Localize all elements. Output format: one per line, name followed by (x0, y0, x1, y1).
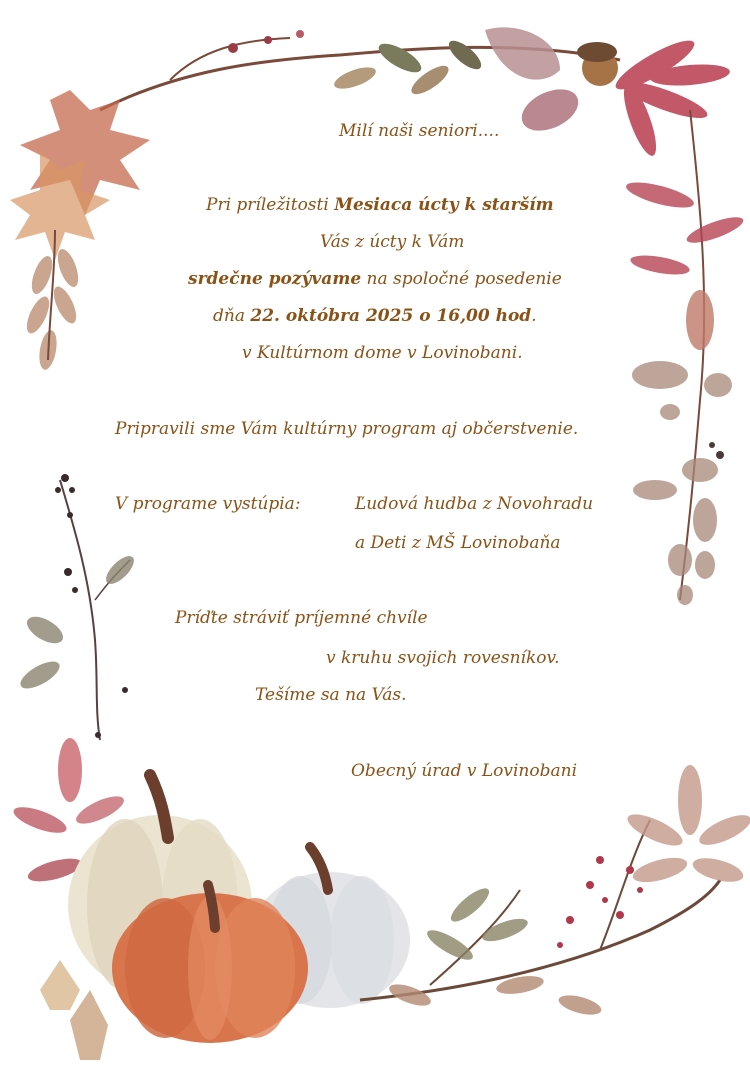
top-left-maple-leaves (10, 90, 150, 371)
performer-item: a Deti z MŠ Lovinobaňa (355, 533, 561, 553)
invitation-line-occasion (206, 194, 554, 216)
invitation-line-venue: v Kultúrnom dome v Lovinobani. (242, 343, 523, 363)
invitation-line-invite (188, 268, 562, 290)
closing-line-1: Príďte stráviť príjemné chvíle (175, 608, 428, 628)
invitation-line-respect: Vás z úcty k Vám (320, 232, 465, 252)
invite-suffix: na spoločné posedenie (361, 269, 562, 289)
program-note: Pripravili sme Vám kultúrny program aj občerstvenie. (115, 419, 579, 439)
performer-item: Ľudová hudba z Novohradu (355, 494, 594, 514)
greeting: Milí naši seniori.... (339, 121, 500, 141)
closing-line-3: Tešíme sa na Vás. (255, 685, 407, 705)
occasion-prefix: Pri príležitosti (206, 195, 335, 215)
performers-label: V programe vystúpia: (115, 494, 301, 514)
date-suffix: . (531, 306, 537, 326)
invite-emphasis: srdečne pozývame (188, 269, 362, 289)
signature: Obecný úrad v Lovinobani (351, 761, 578, 781)
right-side-vine (624, 110, 746, 605)
closing-line-2: v kruhu svojich rovesníkov. (326, 648, 560, 668)
occasion-name: Mesiaca úcty k starším (334, 195, 554, 215)
date-prefix: dňa (213, 306, 251, 326)
pumpkins-illustration (68, 775, 410, 1043)
invitation-line-date (213, 305, 537, 327)
bottom-right-branch (360, 765, 750, 1018)
event-date-time: 22. októbra 2025 o 16,00 hod (250, 306, 532, 326)
